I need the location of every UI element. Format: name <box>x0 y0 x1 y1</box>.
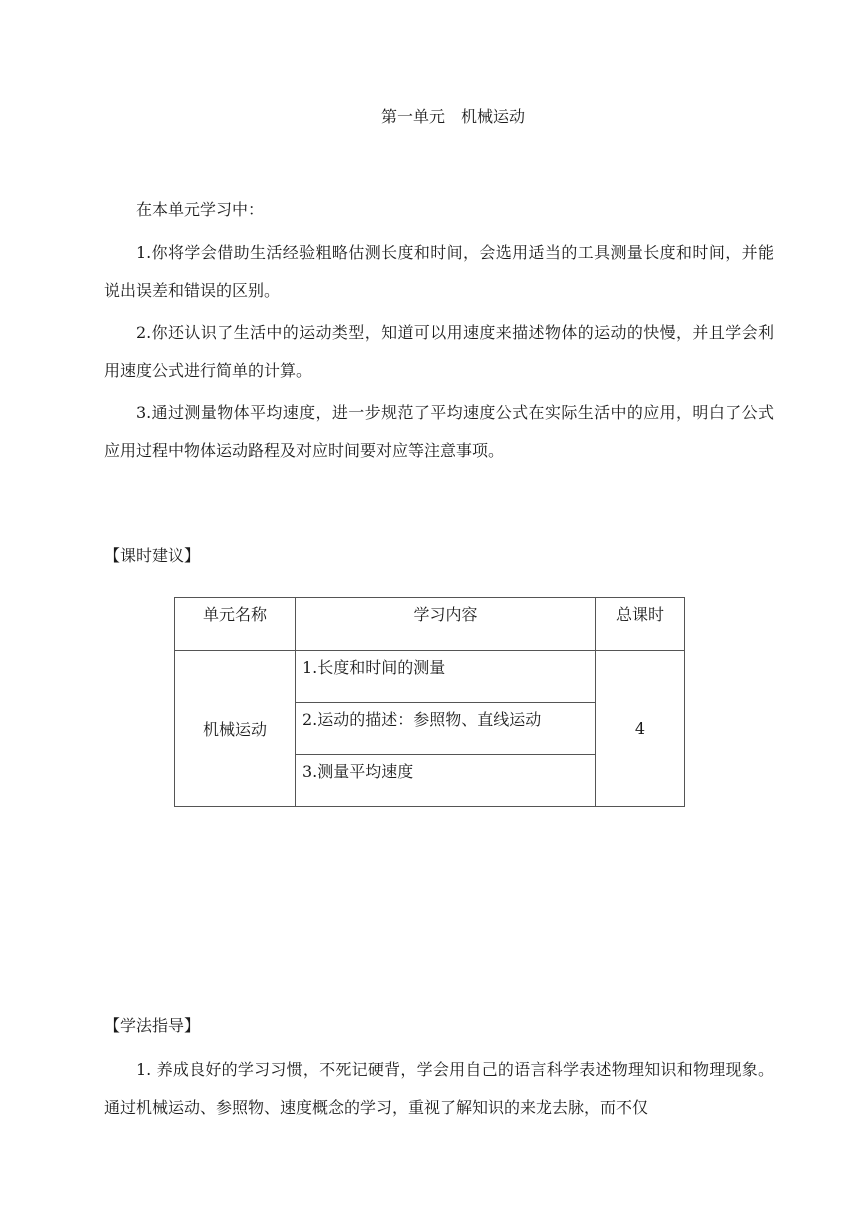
total-hours-cell: 4 <box>596 651 685 807</box>
content-cell-1: 1.长度和时间的测量 <box>296 651 596 703</box>
method-text: 1. 养成良好的学习习惯，不死记硬背，学会用自己的语言科学表述物理知识和物理现象。通过机械运动、参照物、速度概念的学习，重视了解知识的来龙去脉，而不仅 <box>104 1060 774 1117</box>
table-row <box>175 651 685 703</box>
learning-point-3: 3.通过测量物体平均速度，进一步规范了平均速度公式在实际生活中的应用，明白了公式应用过程中物体运动路程及对应时间要对应等注意事项。 <box>104 403 774 460</box>
schedule-heading: 【课时建议】 <box>104 546 201 565</box>
learning-point-2: 2.你还认识了生活中的运动类型，知道可以用速度来描述物体的运动的快慢，并且学会利用速度公式进行简单的计算。 <box>104 323 774 380</box>
intro-text: 在本单元学习中： <box>136 200 265 219</box>
header-unit-name: 单元名称 <box>175 598 296 651</box>
learning-point-1: 1.你将学会借助生活经验粗略估测长度和时间，会选用适当的工具测量长度和时间，并能说出误差和错误的区别。 <box>104 243 774 300</box>
content-cell-3: 3.测量平均速度 <box>296 755 596 807</box>
document-title: 第一单元 机械运动 <box>380 107 525 126</box>
unit-name-cell: 机械运动 <box>175 651 296 807</box>
header-content: 学习内容 <box>296 598 596 651</box>
schedule-table <box>174 597 685 807</box>
method-heading: 【学法指导】 <box>104 1016 201 1035</box>
table-header-row <box>175 598 685 651</box>
content-cell-2: 2.运动的描述：参照物、直线运动 <box>296 703 596 755</box>
header-total-hours: 总课时 <box>596 598 685 651</box>
